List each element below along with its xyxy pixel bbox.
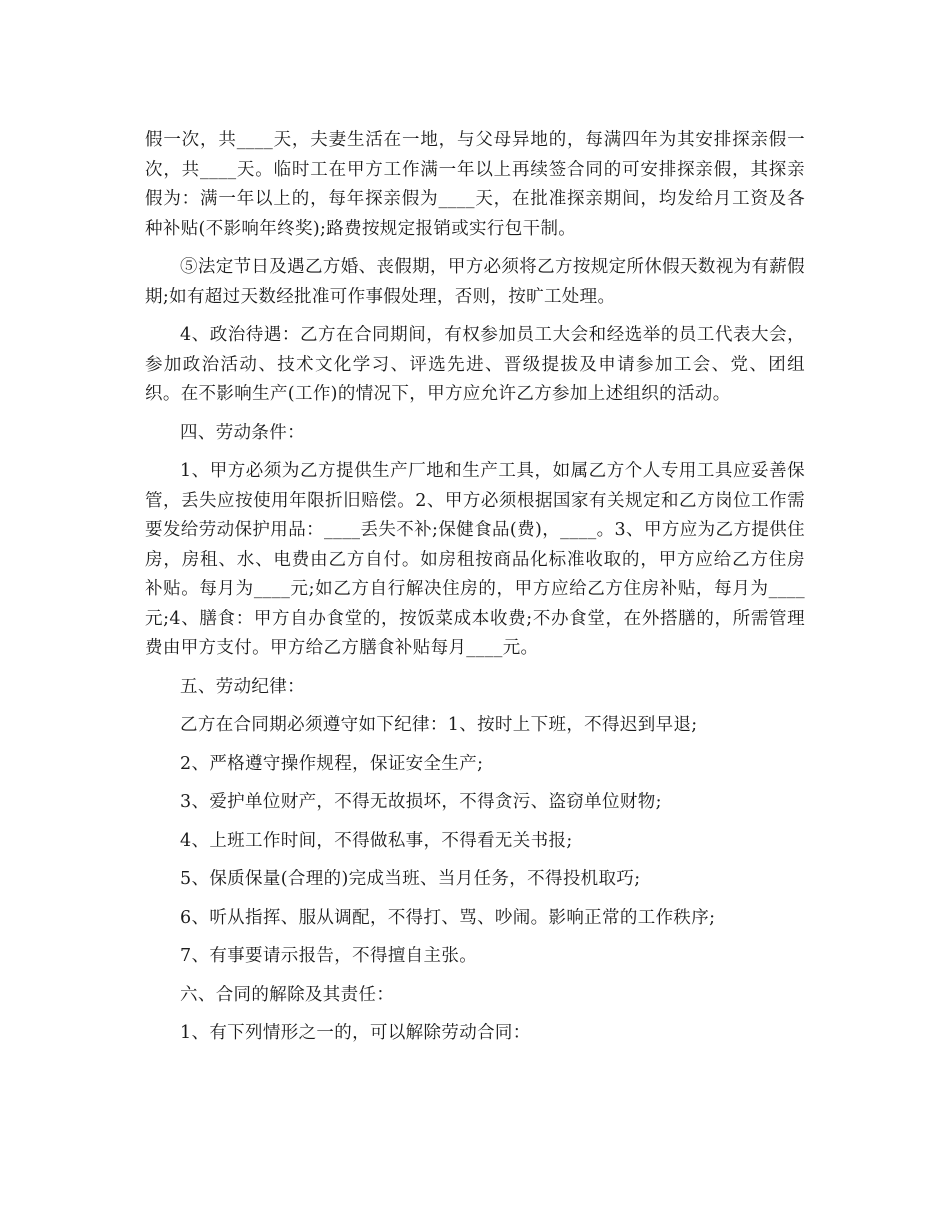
section-heading-labor-discipline: 五、劳动纪律： [180, 676, 305, 697]
discipline-item-7: 7、有事要请示报告，不得擅自主张。 [180, 946, 478, 966]
termination-item-1: 1、有下列情形之一的，可以解除劳动合同： [180, 1023, 531, 1043]
paragraph-statutory-holidays: ⑤法定节日及遇乙方婚、丧假期，甲方必须将乙方按规定所休假天数视为有薪假期;如有超过天数经批准可作事假处理，否则，按旷工处理。 [145, 257, 805, 307]
discipline-item-5: 5、保质保量(合理的)完成当班、当月任务，不得投机取巧; [180, 869, 641, 889]
discipline-item-2: 2、严格遵守操作规程，保证安全生产; [180, 753, 484, 774]
paragraph-political-treatment: 4、政治待遇：乙方在合同期间，有权参加员工大会和经选举的员工代表大会，参加政治活动、技术文化学习、评选先进、晋级提拔及申请参加工会、党、团组织。在不影响生产(工作)的情况下，甲方应允许乙方参加上述组织的活动。 [145, 325, 805, 404]
paragraph-working-conditions-body: 1、甲方必须为乙方提供生产厂地和生产工具，如属乙方个人专用工具应妥善保管，丢失应按使用年限折旧赔偿。2、甲方必须根据国家有关规定和乙方岗位工作需要发给劳动保护用品：____丢失不补;保健食品(费)，____。3、甲方应为乙方提供住房，房租、水、电费由乙方自付。如房租按商品化标准收取的，甲方应给乙方住房补贴。每月为____元;如乙方自行解决住房的，甲方应给乙方住房补贴，每月为____元;4、膳食：甲方自办食堂的，按饭菜成本收费;不办食堂，在外搭膳的，所需管理费由甲方支付。甲方给乙方膳食补贴每月____元。 [145, 461, 805, 658]
discipline-item-6: 6、听从指挥、服从调配，不得打、骂、吵闹。影响正常的工作秩序; [180, 907, 716, 928]
discipline-item-1: 乙方在合同期必须遵守如下纪律：1、按时上下班，不得迟到早退; [180, 715, 698, 735]
document-body [145, 126, 805, 1058]
discipline-item-3: 3、爱护单位财产，不得无故损坏，不得贪污、盗窃单位财物; [180, 792, 662, 812]
discipline-item-4: 4、上班工作时间，不得做私事，不得看无关书报; [180, 830, 573, 851]
section-heading-working-conditions: 四、劳动条件： [180, 422, 305, 443]
paragraph-home-leave-continued: 假一次，共____天，夫妻生活在一地，与父母异地的，每满四年为其安排探亲假一次，共____天。临时工在甲方工作满一年以上再续签合同的可安排探亲假，其探亲假为：满一年以上的，每年探亲假为____天，在批准探亲期间，均发给月工资及各种补贴(不影响年终奖);路费按规定报销或实行包干制。 [145, 130, 805, 239]
section-heading-contract-termination: 六、合同的解除及其责任： [180, 984, 395, 1005]
